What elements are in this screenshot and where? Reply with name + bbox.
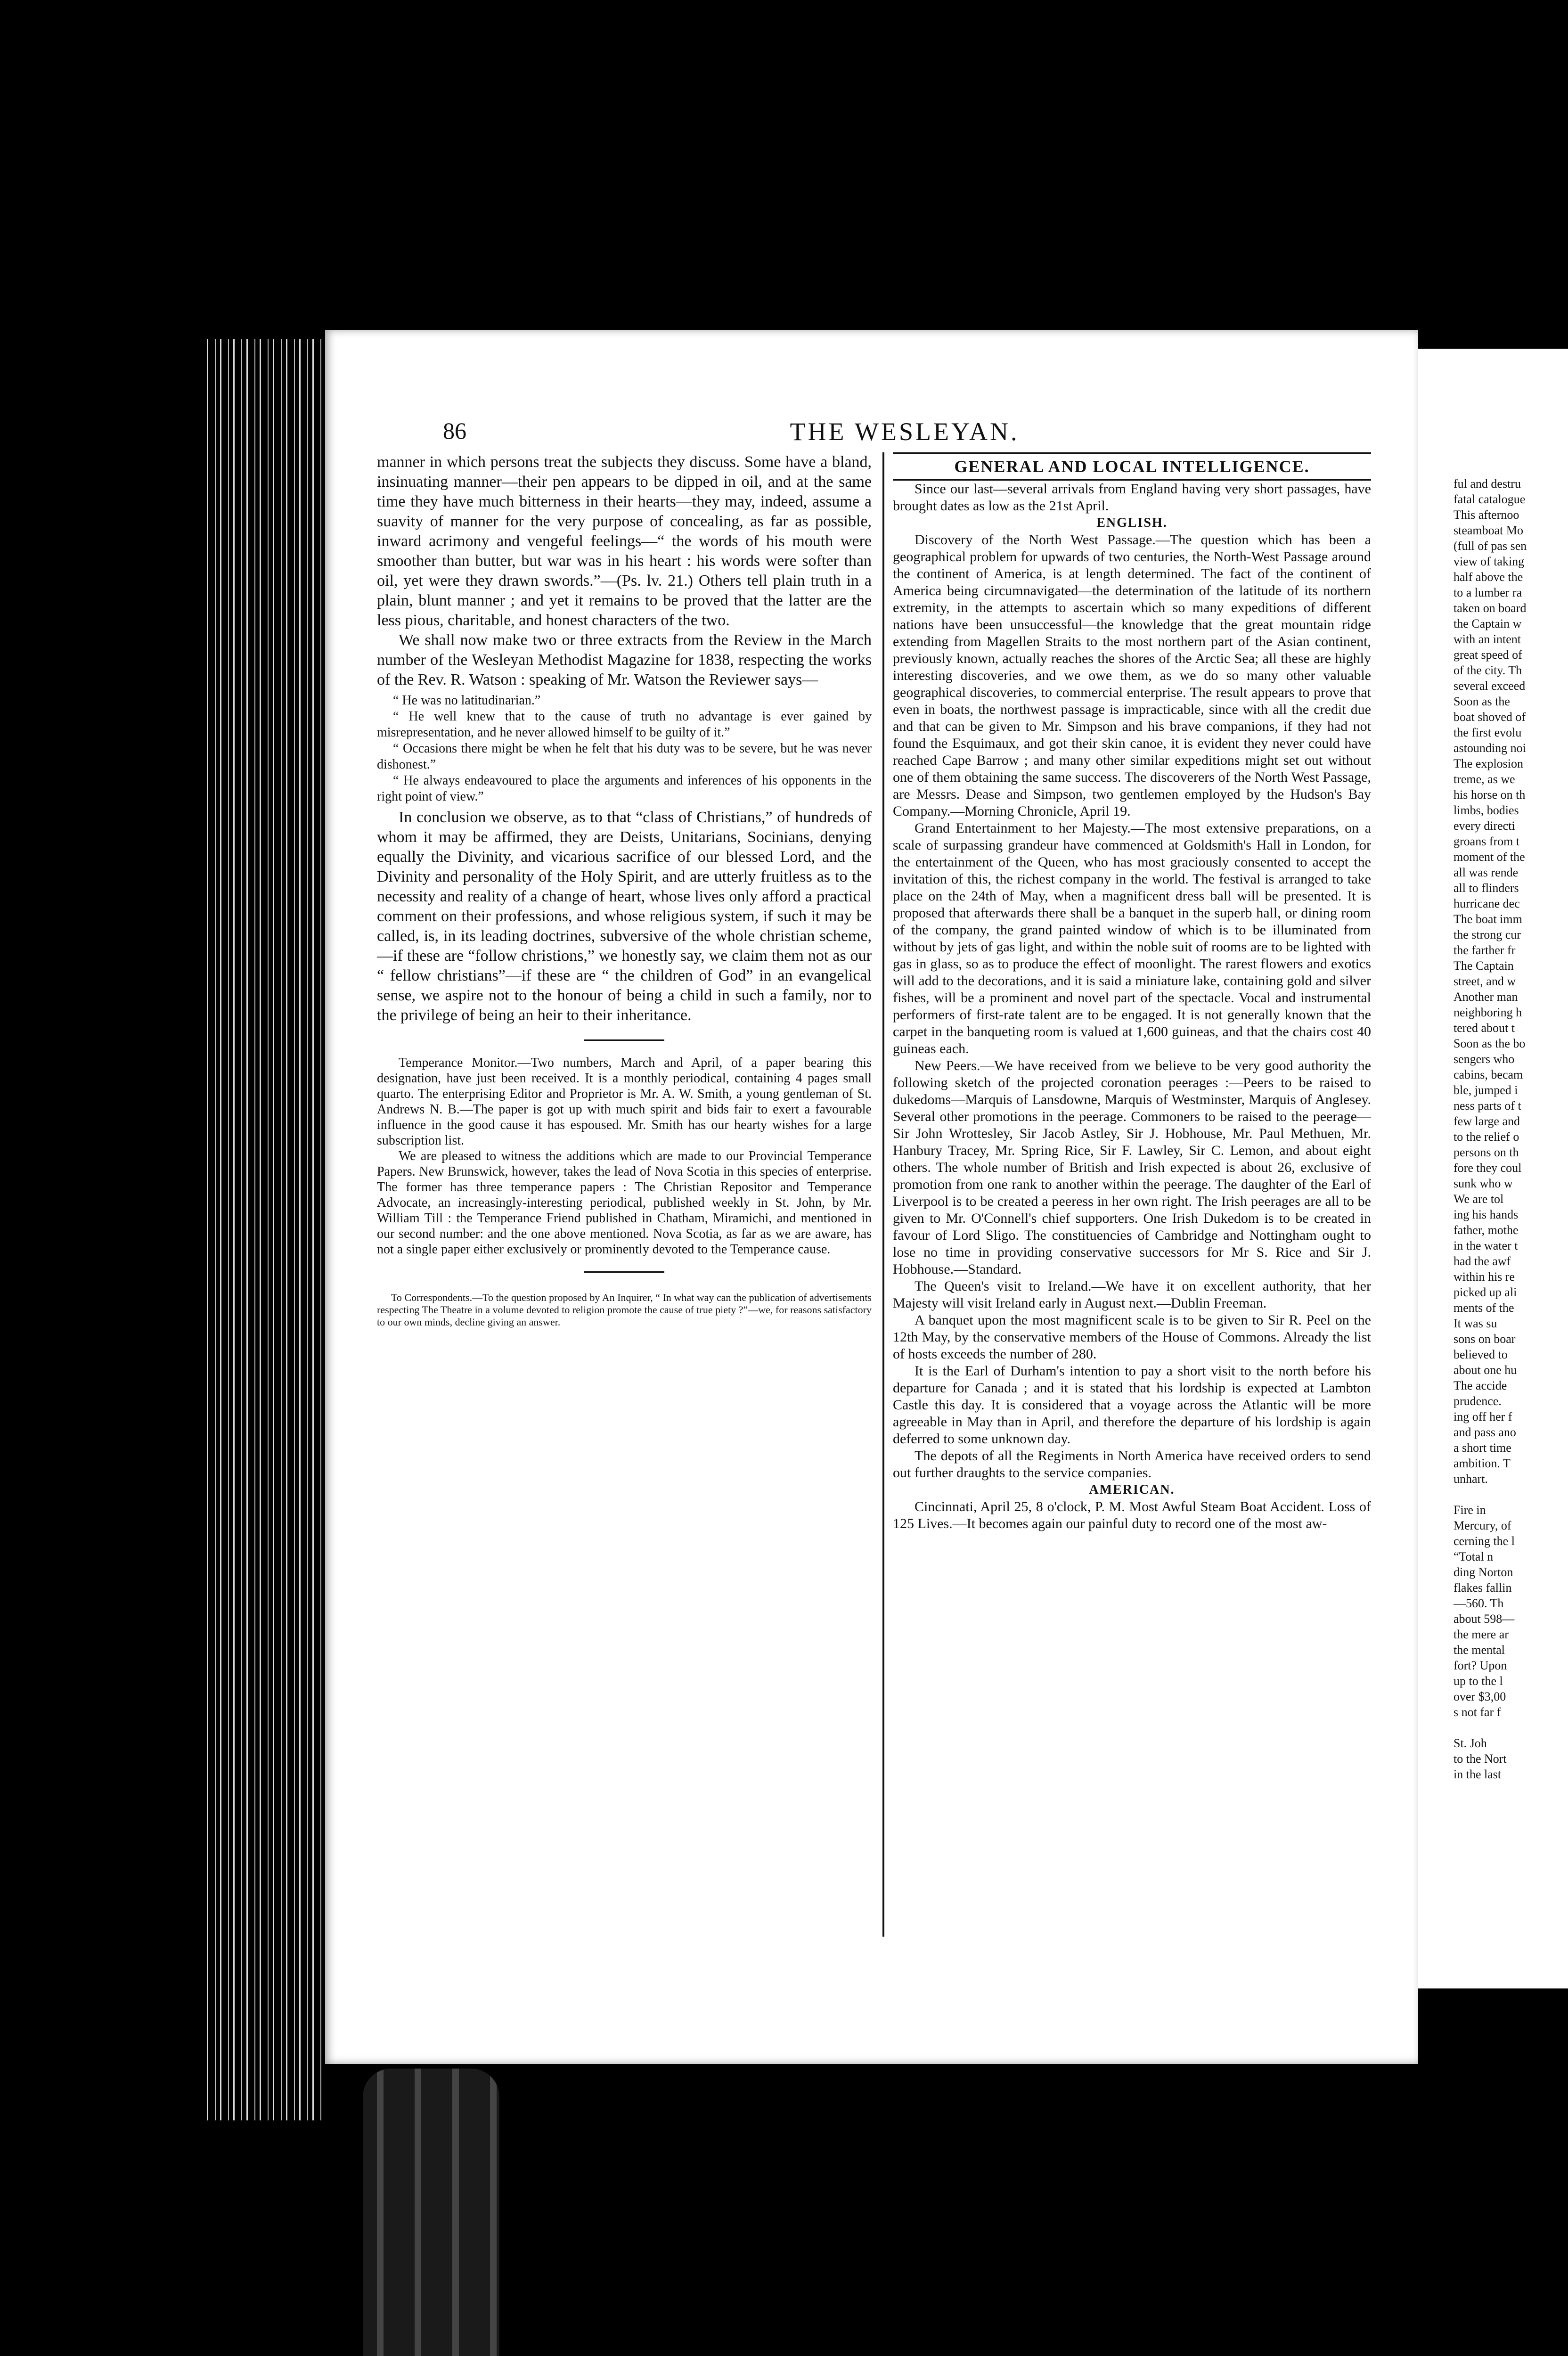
english-heading: ENGLISH. (1096, 515, 1168, 530)
facing-page-line: about one hu (1454, 1363, 1517, 1377)
facing-page-text (1454, 476, 1567, 1782)
facing-page-line: Soon as the (1454, 695, 1510, 708)
page-number: 86 (443, 417, 466, 444)
regiments-paragraph: The depots of all the Regiments in North America have received orders to send out further draughts to the service companies. (893, 1448, 1371, 1481)
facing-page-line: flakes fallin (1454, 1581, 1512, 1595)
facing-page-line: the farther fr (1454, 943, 1516, 957)
facing-page-line: to the Nort (1454, 1752, 1507, 1766)
facing-page-line: believed to (1454, 1348, 1508, 1361)
left-paragraph-2: We shall now make two or three extracts from the Review in the March number of the Wesleyan Methodist Magazine for 1838, respecting the works of the Rev. R. Watson : speaking of Mr. Watson the Reviewer says— (377, 631, 872, 688)
facing-page-line: to the relief o (1454, 1130, 1519, 1144)
facing-page-line: all was rende (1454, 866, 1519, 879)
facing-page-line: neighboring h (1454, 1006, 1522, 1019)
facing-page-line: fort? Upon (1454, 1659, 1507, 1672)
facing-page-line: ding Norton (1454, 1565, 1513, 1579)
grand-entertainment-paragraph: Grand Entertainment to her Majesty.—The most extensive preparations, on a scale of surpassing grandeur have commenced at Goldsmith's Hall in London, for the entertainment of the Queen, who has most graciously consented to accept the invitation of this, the richest company in the world. The festival is arranged to take place on the 24th of May, when a magnificent dress ball will be presented. It is proposed that afterwards there shall be a banquet in the superb hall, or dining room of the company, the grand painted window of which is to be illuminated from without by jets of gas light, and within the noble suit of rooms are to be lighted with gas in glass, so as to produce the effect of moonlight. The rarest flowers and exotics will add to the decorations, and it is said a miniature lake, containing gold and silver fishes, will be a prominent and novel part of the spectacle. Vocal and instrumental performers of first-rate talent are to be engaged. It is not generally known that the carpet in the banqueting room is valued at 1,600 guineas, and that the chairs cost 40 guineas each. (893, 820, 1371, 1056)
facing-page-line: the mental (1454, 1643, 1505, 1657)
section-title: GENERAL AND LOCAL INTELLIGENCE. (893, 452, 1371, 481)
facing-page-line: in the last (1454, 1767, 1502, 1781)
facing-page-line: father, mothe (1454, 1223, 1519, 1237)
left-paragraph-3: In conclusion we observe, as to that “class of Christians,” of hundreds of whom it may be affirmed, they are Deists, Unitarians, Socinians, denying equally the Divinity, and vicarious sacrifice of our blessed Lord, and the Divinity and personality of the Holy Spirit, and are utterly fruitless as to the necessity and reality of a change of heart, whose lives only afford a practical comment on their professions, and whose religious system, if such it may be called, is, in its leading doctrines, subversive of the whole christian scheme,—if these are “follow christions,” we honestly say, we claim them not as our “ fellow christians”—if these are “ the children of God” in an evangelical sense, we aspire not to the honour of being a child in such a family, nor to the privilege of being an heir to their inheritance. (377, 809, 872, 1024)
facing-page-line: taken on board (1454, 601, 1527, 615)
facing-page-line: persons on th (1454, 1145, 1519, 1159)
facing-page-line: the Captain w (1454, 617, 1522, 630)
facing-page-line (1454, 1720, 1567, 1735)
facing-page-line: The accide (1454, 1379, 1507, 1392)
north-west-passage-paragraph: Discovery of the North West Passage.—The question which has been a geographical problem for upwards of two centuries, the North-West Passage around the continent of America, is at length determined. The fact of the continent of America being circumnavigated—the determination of the latitude of its northern extremity, in the attempts to ascertain which so many expeditions of different nations have been unsuccessful—the knowledge that the great mountain ridge extending from Magellen Straits to the most northern part of the Asian continent, previously known, actually reaches the shores of the Arctic Sea; all these are highly interesting discoveries, and we owe them, as we do so many other valuable geographical discoveries, to commercial enterprise. The result appears to prove that even in boats, the northwest passage is impracticable, since with all the credit due and that can be given to Mr. Simpson and his brave companions, if they had not found the Esquimaux, and got their skin canoe, it is evident they never could have reached Cape Barrow ; and many other similar expeditions might set out without one of them obtaining the same success. The discoverers of the North West Passage, are Messrs. Dease and Simpson, two gentlemen employed by the Hudson's Bay Company.—Morning Chronicle, April 19. (893, 532, 1371, 819)
facing-page-line: cabins, becam (1454, 1068, 1523, 1081)
facing-page-line: unhart. (1454, 1472, 1488, 1486)
facing-page-line: his horse on th (1454, 788, 1526, 802)
facing-page-line: several exceed (1454, 679, 1526, 693)
left-paragraph-1: manner in which persons treat the subjects they discuss. Some have a bland, insinuating manner—their pen appears to be dipped in oil, and at the same time they have much bitterness in their hearts—they may, indeed, assume a suavity of manner for the very purpose of concealing, as far as possible, inward acrimony and vengeful feelings—“ the words of his mouth were smoother than butter, but war was in his heart : his words were softer than oil, yet were they drawn swords.”—(Ps. lv. 21.) Others tell plain truth in a plain, blunt manner ; and yet it remains to be proved that the latter are the less pious, charitable, and honest characters of the two. (377, 453, 872, 629)
temperance-papers-paragraph: We are pleased to witness the additions which are made to our Provincial Temperance Papers. New Brunswick, however, takes the lead of Nova Scotia in this species of enterprise. The former has three temperance papers : The Christian Repositor and Temperance Advocate, an increasingly-interesting periodical, published weekly in St. John, by Mr. William Till : the Temperance Friend published in Chatham, Miramichi, and mentioned in our second number: and the one above mentioned. Nova Scotia, as far as we are aware, has not a single paper either exclusively or prominently devoted to the Temperance cause. (377, 1149, 872, 1257)
american-heading: AMERICAN. (1089, 1482, 1175, 1497)
facing-page-line (1454, 1487, 1567, 1502)
correspondents-note (377, 1292, 872, 1328)
quote-3: “ Occasions there might be when he felt that his duty was to be severe, but he was never dishonest.” (377, 741, 872, 772)
facing-page-line: moment of the (1454, 850, 1525, 864)
facing-page-line: The explosion (1454, 757, 1524, 770)
facing-page-line: ing his hands (1454, 1208, 1519, 1221)
facing-page-line: Fire in (1454, 1503, 1486, 1517)
running-title: THE WESLEYAN. (790, 417, 1020, 446)
facing-page-line: with an intent (1454, 632, 1521, 646)
facing-page-line: every directi (1454, 819, 1515, 833)
queens-visit-paragraph: The Queen's visit to Ireland.—We have it on excellent authority, that her Majesty will visit Ireland early in August next.—Dublin Freeman. (893, 1278, 1371, 1311)
facing-page-line: Another man (1454, 990, 1518, 1004)
facing-page-line: ing off her f (1454, 1410, 1512, 1423)
column-rule (882, 452, 884, 1937)
facing-page-line: astounding noi (1454, 741, 1526, 755)
facing-page-line: fore they coul (1454, 1161, 1522, 1175)
facing-page-line: up to the l (1454, 1674, 1503, 1688)
facing-page-line: Soon as the bo (1454, 1037, 1526, 1050)
facing-page-line: It was su (1454, 1317, 1497, 1330)
correspondents-text: To Correspondents.—To the question proposed by An Inquirer, “ In what way can the publication of advertisements respecting The Theatre in a volume devoted to religion promote the cause of true piety ?”—we, for reasons satisfactory to our own minds, decline giving an answer. (377, 1292, 872, 1328)
facing-page-line: and pass ano (1454, 1425, 1516, 1439)
facing-page-line: ments of the (1454, 1301, 1514, 1315)
facing-page-line: ambition. T (1454, 1456, 1511, 1470)
facing-page-line: street, and w (1454, 974, 1516, 988)
page-edge-stack (203, 339, 325, 2120)
facing-page-line: St. Joh (1454, 1736, 1487, 1750)
facing-page-line: great speed of (1454, 648, 1522, 662)
facing-page-line: Mercury, of (1454, 1519, 1511, 1532)
facing-page-line: (full of pas sen (1454, 539, 1527, 553)
facing-page-line: ble, jumped i (1454, 1083, 1518, 1097)
facing-page-line: We are tol (1454, 1192, 1504, 1206)
facing-page-line: s not far f (1454, 1705, 1501, 1719)
cincinnati-paragraph: Cincinnati, April 25, 8 o'clock, P. M. Most Awful Steam Boat Accident. Loss of 125 Lives.—It becomes again our painful duty to record one of the most aw- (893, 1499, 1371, 1531)
facing-page-line: “Total n (1454, 1550, 1494, 1563)
facing-page-line: steamboat Mo (1454, 524, 1524, 537)
right-column (893, 452, 1371, 1532)
facing-page-line: sunk who w (1454, 1177, 1513, 1190)
facing-page-line: picked up ali (1454, 1285, 1517, 1299)
left-column (377, 452, 872, 1328)
facing-page-line: ness parts of t (1454, 1099, 1521, 1113)
intro-paragraph: Since our last—several arrivals from England having very short passages, have brought dates as low as the 21st April. (893, 481, 1371, 514)
quote-4: “ He always endeavoured to place the arguments and inferences of his opponents in the right point of view.” (377, 773, 872, 804)
facing-page-line: cerning the l (1454, 1534, 1515, 1548)
facing-page-line: the mere ar (1454, 1628, 1509, 1641)
facing-page-line: tered about t (1454, 1021, 1515, 1035)
book-clip (363, 2069, 499, 2356)
divider (584, 1039, 664, 1041)
facing-page-line: within his re (1454, 1270, 1515, 1284)
facing-page-line: The Captain (1454, 959, 1514, 973)
temperance-monitor-paragraph: Temperance Monitor.—Two numbers, March and April, of a paper bearing this designation, have just been received. It is a monthly periodical, containing 4 pages small quarto. The enterprising Editor and Proprietor is Mr. A. W. Smith, a young gentleman of St. Andrews N. B.—The paper is got up with much spirit and bids fair to exert a favourable influence in the good cause it has espoused. Mr. Smith has our hearty wishes for a large subscription list. (377, 1055, 872, 1148)
facing-page-line: view of taking (1454, 555, 1525, 568)
facing-page-line: had the awf (1454, 1254, 1511, 1268)
facing-page-line: prudence. (1454, 1394, 1502, 1408)
facing-page-line: half above the (1454, 570, 1523, 584)
facing-page-line: the strong cur (1454, 928, 1521, 941)
facing-page-line: of the city. Th (1454, 663, 1522, 677)
facing-page-line: about 598— (1454, 1612, 1515, 1626)
facing-page-line: fatal catalogue (1454, 492, 1526, 506)
temperance-notices (377, 1055, 872, 1257)
facing-page-line: the first evolu (1454, 726, 1522, 739)
facing-page-line: groans from t (1454, 834, 1520, 848)
facing-page-line: sengers who (1454, 1052, 1515, 1066)
facing-page-line: limbs, bodies (1454, 803, 1519, 817)
quote-1: “ He was no latitudinarian.” (393, 693, 541, 708)
facing-page-line: boat shoved of (1454, 710, 1526, 724)
facing-page-line: all to flinders (1454, 881, 1519, 895)
divider (584, 1271, 664, 1273)
facing-page-line: a short time (1454, 1441, 1511, 1455)
facing-page-line: ful and destru (1454, 477, 1521, 491)
durham-paragraph: It is the Earl of Durham's intention to pay a short visit to the north before his departure for Canada ; and it is stated that his lordship is expected at Lambton Castle this day. It is considered that a voyage across the Atlantic will be more agreeable in May than in April, and therefore the departure of his lordship is again deferred to some unknown day. (893, 1363, 1371, 1447)
review-quotes (377, 693, 872, 805)
facing-page-line: —560. Th (1454, 1596, 1504, 1610)
facing-page-line: treme, as we (1454, 772, 1515, 786)
facing-page-line: in the water t (1454, 1239, 1518, 1252)
new-peers-paragraph: New Peers.—We have received from we believe to be very good authority the following sketch of the projected coronation peerages :—Peers to be raised to dukedoms—Marquis of Lansdowne, Marquis of Westminster, Marquis of Anglesey. Several other promotions in the peerage. Commoners to be raised to the peerage—Sir John Wrottesley, Sir Jacob Astley, Sir J. Hobhouse, Mr. Paul Methuen, Mr. Hanbury Tracey, Mr. Spring Rice, Sir F. Lawley, Sir C. Lemon, and about eight others. The whole number of British and Irish expected is about 26, exclusive of promotion from one rank to another within the peerage. The daughter of the Earl of Liverpool is to be created a peeress in her own right. The Irish peerages are all to be given to Mr. O'Connell's chief supporters. One Irish Dukedom is to be created in favour of Lord Sligo. The constituencies of Cambridge and Nottingham ought to lose no time in providing conservative successors for Mr S. Rice and Sir J. Hobhouse.—Standard. (893, 1058, 1371, 1277)
facing-page-line: sons on boar (1454, 1332, 1516, 1346)
facing-page-line: hurricane dec (1454, 897, 1520, 910)
quote-2: “ He well knew that to the cause of truth no advantage is ever gained by misrepresentation, and he never allowed himself to be guilty of it.” (377, 709, 872, 740)
page-header (443, 417, 1366, 445)
facing-page-line: over $3,00 (1454, 1690, 1506, 1703)
facing-page-line: The boat imm (1454, 912, 1522, 926)
facing-page-line: few large and (1454, 1114, 1520, 1128)
facing-page-line: to a lumber ra (1454, 586, 1522, 599)
banquet-paragraph: A banquet upon the most magnificent scale is to be given to Sir R. Peel on the 12th May, by the conservative members of the House of Commons. Already the list of hosts exceeds the number of 280. (893, 1312, 1371, 1362)
facing-page-line: This afternoo (1454, 508, 1519, 522)
